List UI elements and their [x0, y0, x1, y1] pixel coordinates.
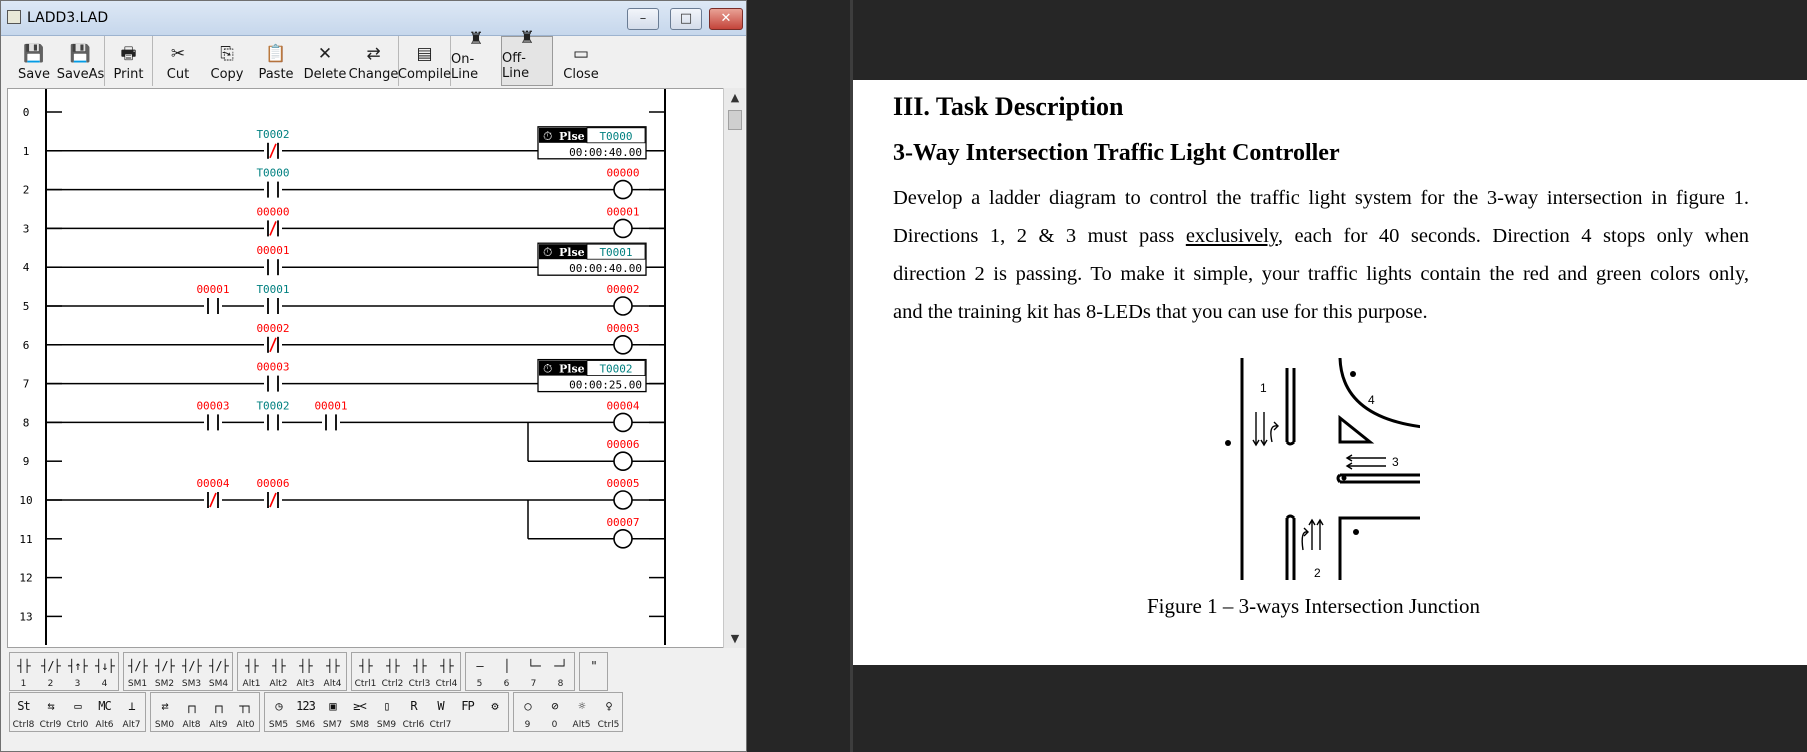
palette-tool-icon: ┤├ — [386, 659, 399, 673]
contact-label: T0000 — [256, 166, 290, 180]
palette-shortcut-label: Alt5 — [572, 720, 591, 730]
palette-tool-button[interactable] — [151, 693, 178, 731]
timer-type: Plse — [559, 362, 585, 376]
palette-tool-button[interactable] — [493, 653, 520, 690]
rung-number: 4 — [22, 261, 30, 275]
palette-tool-icon: ┤/├ — [41, 659, 60, 673]
palette-tool-button[interactable] — [10, 653, 37, 690]
palette-tool-icon: ┤├ — [299, 659, 312, 673]
palette-tool-button[interactable] — [37, 653, 64, 690]
online-button[interactable] — [451, 29, 501, 86]
palette-shortcut-label: Ctrl6 — [402, 720, 425, 730]
app-icon — [7, 10, 21, 24]
palette-tool-icon: ─┘ — [554, 659, 567, 673]
palette-shortcut-label: Ctrl2 — [381, 679, 404, 689]
timer-preset: 00:00:40.00 — [569, 145, 642, 159]
palette-shortcut-label: SM6 — [295, 720, 316, 730]
coil-label: 00001 — [606, 205, 640, 219]
palette-tool-icon: ┌┐ — [185, 699, 198, 713]
rung-number: 7 — [22, 377, 30, 391]
minimize-button[interactable]: – — [627, 8, 659, 30]
palette-tool-button[interactable] — [433, 653, 460, 690]
contact-label: 00001 — [314, 399, 348, 413]
palette-tool-icon: ⊘ — [551, 699, 558, 713]
figure-caption: Figure 1 – 3-ways Intersection Junction — [1147, 594, 1481, 618]
palette-shortcut-label: SM8 — [349, 720, 370, 730]
palette-shortcut-label: Alt2 — [269, 679, 288, 689]
palette-row1-group — [123, 652, 233, 691]
timer-icon: ⏱ — [543, 361, 553, 376]
ladder-diagram[interactable] — [7, 88, 727, 648]
task-paragraph — [893, 179, 1749, 331]
palette-tool-icon: ▣ — [329, 699, 336, 713]
contact-gap[interactable] — [264, 182, 282, 198]
palette-shortcut-label: SM2 — [154, 679, 175, 689]
palette-tool-button[interactable] — [547, 653, 574, 690]
compile-button[interactable] — [399, 36, 451, 86]
offline-icon: ♜ — [519, 28, 535, 48]
direction-1-label: 1 — [1260, 381, 1267, 395]
output-coil[interactable] — [614, 219, 632, 237]
palette-shortcut-label: Ctrl8 — [12, 720, 35, 730]
palette-shortcut-label: 9 — [524, 720, 531, 730]
palette-tool-button[interactable] — [37, 693, 64, 731]
palette-tool-button[interactable] — [205, 653, 232, 690]
timer-id: T0001 — [599, 246, 633, 260]
intersection-figure — [1220, 350, 1420, 590]
palette-tool-button[interactable] — [379, 653, 406, 690]
copy-button[interactable] — [203, 36, 251, 86]
palette-tool-icon: ┤├ — [17, 659, 30, 673]
contact-label: 00002 — [256, 321, 290, 335]
contact-gap[interactable] — [204, 414, 222, 430]
coil-label: 00000 — [606, 166, 640, 180]
palette-shortcut-label: SM9 — [376, 720, 397, 730]
title-bar[interactable] — [1, 1, 746, 36]
palette-tool-button[interactable] — [373, 693, 400, 731]
palette-shortcut-label: Ctrl4 — [435, 679, 458, 689]
palette-tool-button[interactable] — [319, 653, 346, 690]
palette-tool-icon: ┤├ — [326, 659, 339, 673]
offline-label: Off-Line — [502, 51, 530, 81]
palette-tool-button[interactable] — [292, 693, 319, 731]
rung-number: 10 — [19, 494, 33, 507]
contact-gap[interactable] — [204, 298, 222, 314]
palette-row1-group — [9, 652, 119, 691]
palette-tool-button[interactable] — [427, 693, 454, 731]
palette-row-2 — [9, 692, 744, 732]
scroll-down-icon[interactable]: ▼ — [730, 632, 740, 645]
print-label: Print — [113, 67, 144, 82]
saveas-label: SaveAs — [56, 67, 105, 82]
palette-tool-button[interactable] — [91, 693, 118, 731]
palette-tool-icon: ┬┐ — [239, 699, 252, 713]
close-doc-label: Close — [563, 67, 599, 82]
close-doc-button[interactable] — [553, 36, 609, 86]
palette-tool-icon: ◷ — [275, 699, 282, 713]
underlined-word: exclusively — [1185, 225, 1278, 247]
palette-shortcut-label: SM1 — [127, 679, 148, 689]
contact-label: T0002 — [256, 399, 290, 413]
close-doc-icon: ▭ — [572, 44, 590, 64]
window-title: LADD3.LAD — [27, 10, 109, 26]
palette-shortcut-label: Alt7 — [122, 720, 141, 730]
palette-shortcut-label: SM7 — [322, 720, 343, 730]
palette-tool-button[interactable] — [481, 693, 508, 731]
palette-row1-group — [237, 652, 347, 691]
palette-tool-icon: ≥< — [353, 699, 366, 713]
palette-tool-button[interactable] — [64, 653, 91, 690]
palette-shortcut-label: Ctrl0 — [66, 720, 89, 730]
paragraph-line: direction 2 is passing. To make it simple, your traffic lights contain the red and green colors only, — [893, 263, 1749, 285]
output-coil[interactable] — [614, 297, 632, 315]
palette-tool-icon: ┤↑├ — [68, 659, 87, 673]
toolbar — [11, 28, 636, 86]
coil-label: 00002 — [606, 283, 640, 296]
rung-number: 3 — [22, 222, 30, 236]
palette-shortcut-label: Ctrl1 — [354, 679, 377, 689]
output-coil[interactable] — [614, 336, 632, 354]
palette-tool-icon: ☼ — [578, 699, 585, 713]
contact-label: 00003 — [256, 360, 290, 374]
copy-label: Copy — [210, 67, 244, 82]
palette-tool-icon: " — [590, 659, 597, 673]
palette-tool-icon: ┤├ — [440, 659, 453, 673]
contact-gap[interactable] — [264, 298, 282, 314]
palette-tool-button[interactable] — [346, 693, 373, 731]
compile-icon: ▤ — [416, 44, 433, 64]
save-icon: 💾 — [23, 44, 45, 64]
palette-tool-icon: — — [476, 659, 483, 673]
rung-number: 2 — [22, 183, 30, 197]
palette-tool-icon: W — [437, 699, 444, 713]
palette-tool-button[interactable] — [91, 653, 118, 690]
palette-tool-icon: ▭ — [74, 699, 81, 713]
palette-shortcut-label: Alt6 — [95, 720, 114, 730]
palette-tool-icon: ⇄ — [161, 699, 168, 713]
contact-label: 00004 — [196, 477, 230, 490]
timer-preset: 00:00:40.00 — [569, 262, 642, 276]
palette-tool-icon: ┤├ — [359, 659, 372, 673]
offline-button[interactable] — [501, 28, 553, 86]
change-label: Change — [348, 67, 399, 82]
palette-tool-button[interactable] — [205, 693, 232, 731]
print-icon: 🖶 — [120, 44, 137, 64]
palette-tool-icon: St — [17, 699, 30, 713]
rung-number: 13 — [19, 610, 33, 624]
palette-tool-button[interactable] — [265, 653, 292, 690]
rung-number: 0 — [22, 106, 30, 119]
palette-tool-icon: ┤/├ — [182, 659, 201, 673]
palette-tool-button[interactable] — [520, 653, 547, 690]
palette-tool-icon: FP — [461, 699, 474, 713]
close-window-button[interactable]: ✕ — [709, 8, 743, 30]
palette-shortcut-label: SM5 — [268, 720, 289, 730]
palette-tool-button[interactable] — [151, 653, 178, 690]
palette-row2-group — [513, 692, 623, 732]
contact-label: 00001 — [256, 244, 290, 258]
vertical-scrollbar[interactable] — [723, 88, 745, 648]
palette-tool-icon: 123 — [296, 699, 315, 713]
palette-row2-group — [150, 692, 260, 732]
palette-shortcut-label: 6 — [503, 679, 510, 689]
section-subheading: 3-Way Intersection Traffic Light Controller — [893, 140, 1340, 166]
palette-tool-button[interactable] — [580, 653, 607, 690]
palette-shortcut-label: 4 — [101, 679, 108, 689]
timer-preset: 00:00:25.00 — [569, 378, 642, 392]
change-icon: ⇄ — [366, 44, 381, 64]
palette-shortcut-label: SM4 — [208, 679, 229, 689]
rung-number: 11 — [19, 532, 33, 546]
direction-2-label: 2 — [1314, 566, 1321, 580]
palette-tool-icon: ┤├ — [413, 659, 426, 673]
palette-tool-button[interactable] — [178, 693, 205, 731]
rung-number: 5 — [22, 300, 30, 313]
cut-label: Cut — [166, 67, 190, 82]
palette-tool-icon: ▯ — [383, 699, 390, 713]
saveas-icon: 💾 — [69, 44, 92, 64]
palette-tool-button[interactable] — [10, 693, 37, 731]
palette-tool-icon: ┤├ — [272, 659, 285, 673]
paragraph-line: and the training kit has 8-LEDs that you can use for this purpose. — [893, 301, 1428, 323]
paste-label: Paste — [258, 67, 294, 82]
output-coil[interactable] — [614, 181, 632, 199]
change-button[interactable] — [349, 36, 399, 86]
saveas-button[interactable] — [57, 36, 105, 86]
output-coil[interactable] — [614, 530, 632, 548]
delete-icon: ✕ — [317, 44, 333, 64]
direction-4-label: 4 — [1368, 393, 1375, 407]
palette-shortcut-label: Alt9 — [209, 720, 228, 730]
palette-tool-button[interactable] — [238, 653, 265, 690]
timer-icon: ⏱ — [543, 128, 553, 143]
paste-button[interactable] — [251, 36, 301, 86]
rung-number: 9 — [22, 455, 30, 469]
direction-3-label: 3 — [1392, 455, 1399, 469]
ladder-canvas[interactable] — [8, 89, 724, 645]
palette-tool-button[interactable] — [292, 653, 319, 690]
palette-shortcut-label: Alt8 — [182, 720, 201, 730]
palette-shortcut-label: 1 — [20, 679, 27, 689]
palette-tool-icon: └─ — [527, 659, 540, 673]
contact-gap[interactable] — [322, 414, 340, 430]
palette-tool-icon: ♀ — [605, 699, 612, 713]
output-coil[interactable] — [614, 413, 632, 431]
palette-shortcut-label: Alt3 — [296, 679, 315, 689]
palette-tool-icon: ┤/├ — [155, 659, 174, 673]
palette-row2-group — [264, 692, 509, 732]
palette-shortcut-label: 0 — [551, 720, 558, 730]
palette-tool-button[interactable] — [265, 693, 292, 731]
palette-shortcut-label: Alt1 — [242, 679, 261, 689]
palette-tool-button[interactable] — [466, 653, 493, 690]
contact-label: 00003 — [196, 399, 230, 413]
palette-tool-icon: ┤├ — [245, 659, 258, 673]
output-coil[interactable] — [614, 491, 632, 509]
maximize-button[interactable]: □ — [670, 8, 702, 30]
scroll-up-icon[interactable]: ▲ — [730, 91, 740, 104]
coil-label: 00006 — [606, 438, 640, 452]
paragraph-line: Directions 1, 2 & 3 must pass exclusively, each for 40 seconds. Direction 4 stops only when — [893, 225, 1749, 247]
palette-tool-button[interactable] — [124, 653, 151, 690]
rung-number: 6 — [22, 338, 30, 352]
palette-shortcut-label: 7 — [530, 679, 537, 689]
palette-shortcut-label: SM0 — [154, 720, 175, 730]
delete-label: Delete — [303, 67, 347, 82]
rung-number: 12 — [19, 571, 33, 585]
palette-tool-button[interactable] — [232, 693, 259, 731]
palette-tool-button[interactable] — [352, 653, 379, 690]
palette-shortcut-label: 3 — [74, 679, 81, 689]
contact-label: T0002 — [256, 127, 290, 141]
paragraph-line: Develop a ladder diagram to control the traffic light system for the 3-way intersection in figure 1. — [893, 187, 1749, 209]
palette-tool-icon: ⇆ — [47, 699, 54, 713]
palette-row1-group — [465, 652, 575, 691]
palette-tool-button[interactable] — [319, 693, 346, 731]
ladder-editor-window — [0, 0, 747, 752]
palette-tool-button[interactable] — [406, 653, 433, 690]
print-button[interactable] — [105, 36, 153, 86]
palette-tool-button[interactable] — [541, 693, 568, 731]
palette-tool-button[interactable] — [454, 693, 481, 731]
palette-row1-group — [351, 652, 461, 691]
timer-id: T0000 — [599, 129, 633, 143]
palette-row1-group — [579, 652, 608, 691]
timer-icon: ⏱ — [543, 245, 553, 260]
palette-tool-icon: ○ — [524, 699, 531, 713]
cut-icon: ✂ — [170, 44, 186, 64]
contact-label: 00006 — [256, 477, 290, 490]
timer-type: Plse — [559, 129, 585, 143]
palette-tool-icon: MC — [98, 699, 111, 713]
palette-tool-icon: ⊥ — [128, 699, 135, 713]
coil-label: 00003 — [606, 321, 640, 335]
rung-number: 8 — [22, 416, 30, 430]
palette-tool-icon: ┤/├ — [209, 659, 228, 673]
online-icon: ♜ — [468, 29, 484, 49]
palette-tool-button[interactable] — [514, 693, 541, 731]
online-label: On-Line — [451, 52, 479, 82]
palette-tool-button[interactable] — [595, 693, 622, 731]
contact-label: T0001 — [256, 283, 290, 296]
save-button[interactable] — [11, 36, 57, 86]
contact-gap[interactable] — [264, 414, 282, 430]
palette-shortcut-label: Ctrl5 — [597, 720, 620, 730]
palette-shortcut-label: Ctrl3 — [408, 679, 431, 689]
palette-tool-icon: ┌┐ — [212, 699, 225, 713]
coil-label: 00005 — [606, 477, 640, 490]
output-coil[interactable] — [614, 452, 632, 470]
paste-icon: 📋 — [265, 44, 287, 64]
palette-shortcut-label: Ctrl9 — [39, 720, 62, 730]
palette-tool-icon: ┤↓├ — [95, 659, 114, 673]
palette-shortcut-label: Alt0 — [236, 720, 255, 730]
palette-tool-icon: ┤/├ — [128, 659, 147, 673]
palette-tool-button[interactable] — [400, 693, 427, 731]
coil-label: 00004 — [606, 399, 640, 413]
delete-button[interactable] — [301, 36, 349, 86]
palette-row-1 — [9, 652, 744, 691]
palette-shortcut-label: 8 — [557, 679, 564, 689]
palette-shortcut-label: 5 — [476, 679, 483, 689]
palette-shortcut-label: 2 — [47, 679, 54, 689]
contact-gap[interactable] — [264, 376, 282, 392]
section-heading: III. Task Description — [893, 92, 1124, 121]
palette-shortcut-label: Ctrl7 — [429, 720, 452, 730]
scroll-thumb[interactable] — [728, 110, 742, 130]
pdf-viewer-background — [853, 0, 1807, 80]
palette-tool-button[interactable] — [178, 653, 205, 690]
rung-number: 1 — [22, 144, 30, 158]
palette-row2-group — [9, 692, 146, 732]
coil-label: 00007 — [606, 515, 640, 529]
contact-gap[interactable] — [264, 259, 282, 275]
contact-label: 00001 — [196, 283, 230, 296]
compile-label: Compile — [397, 67, 452, 82]
copy-icon: ⎘ — [220, 44, 234, 64]
save-label: Save — [18, 67, 50, 82]
palette-shortcut-label: SM3 — [181, 679, 202, 689]
palette-tool-icon: ⚙ — [491, 699, 498, 713]
timer-type: Plse — [559, 246, 585, 260]
palette-tool-icon: R — [410, 699, 417, 713]
palette-shortcut-label: Alt4 — [323, 679, 342, 689]
timer-id: T0002 — [599, 362, 633, 376]
palette-tool-icon: │ — [503, 659, 510, 673]
contact-label: 00000 — [256, 205, 290, 219]
cut-button[interactable] — [153, 36, 203, 86]
palette-tool-button[interactable] — [568, 693, 595, 731]
palette-tool-button[interactable] — [118, 693, 145, 731]
palette-tool-button[interactable] — [64, 693, 91, 731]
